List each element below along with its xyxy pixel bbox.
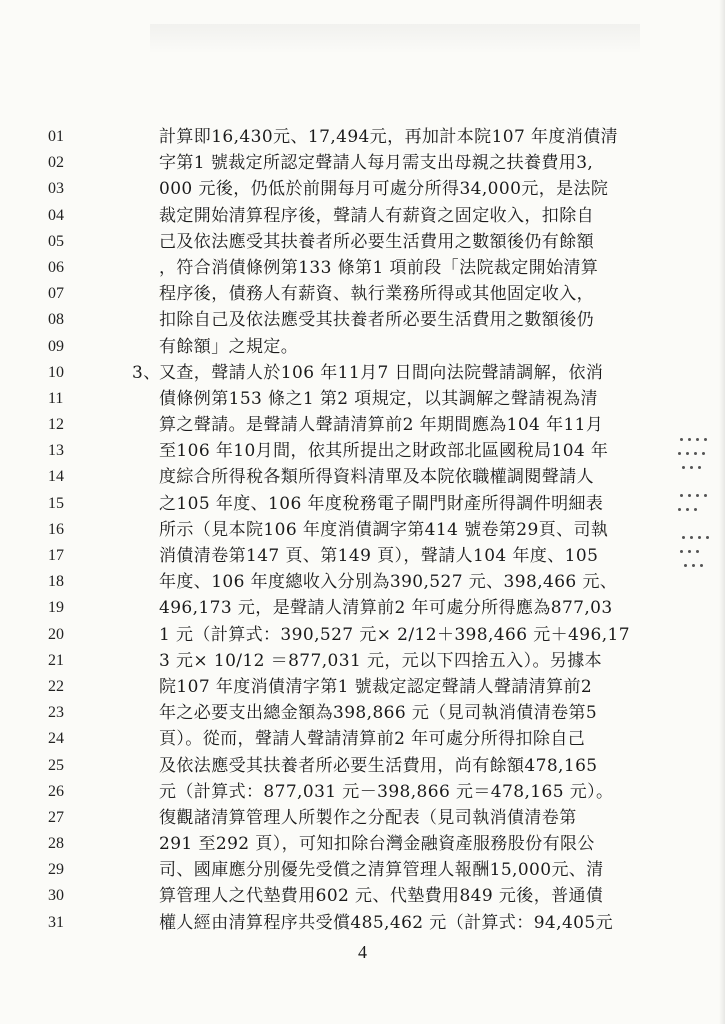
text-line-content: 所示（見本院106 年度消債調字第414 號卷第29頁、司執: [159, 519, 609, 540]
text-line: [132, 464, 672, 490]
text-line: [132, 517, 672, 543]
line-number: 26: [48, 782, 64, 800]
text-line-content: 元（計算式：877,031 元－398,866 元＝478,165 元）。: [159, 781, 614, 802]
line-number: 31: [48, 913, 64, 931]
punch-dot: [704, 438, 707, 441]
punch-dot: [686, 508, 689, 511]
line-number: 10: [48, 363, 64, 381]
line-number: 05: [48, 232, 64, 250]
punch-dot: [678, 452, 681, 455]
text-line-content: 有餘額」之規定。: [159, 336, 299, 357]
text-line-content: 司、國庫應分別優先受償之清算管理人報酬15,000元、清: [159, 860, 604, 881]
line-number: 27: [48, 808, 64, 826]
punch-dot: [690, 536, 693, 539]
punch-dot: [692, 564, 695, 567]
punch-dot: [688, 438, 691, 441]
text-line-content: 消債清卷第147 頁、第149 頁），聲請人104 年度、105: [159, 546, 599, 566]
text-line: [132, 412, 672, 438]
page-number: 4: [358, 942, 367, 962]
line-number: 24: [48, 730, 64, 748]
punch-dot: [700, 564, 703, 567]
line-number: 20: [48, 625, 64, 643]
punch-dot: [696, 438, 699, 441]
text-line: [132, 857, 672, 883]
punch-dot: [698, 536, 701, 539]
text-line-content: 程序後，債務人有薪資、執行業務所得或其他固定收入，: [159, 284, 594, 305]
text-line: [132, 124, 672, 150]
line-number: 11: [48, 389, 64, 407]
line-number-column: [48, 124, 88, 936]
text-line-content: 1 元（計算式：390,527 元× 2/12＋398,466 元＋496,17: [159, 624, 630, 645]
line-number: 12: [48, 416, 64, 434]
text-line: [132, 883, 672, 909]
text-line-content: 又查，聲請人於106 年11月7 日間向法院聲請調解，依消: [159, 362, 604, 383]
text-line: [132, 491, 672, 517]
punch-dot: [682, 536, 685, 539]
punch-dot: [684, 564, 687, 567]
page-edge-shadow: [719, 0, 725, 1024]
line-number: 21: [48, 651, 64, 669]
text-line: [132, 779, 672, 805]
text-line-content: 至106 年10月間，依其所提出之財政部北區國稅局104 年: [159, 441, 609, 462]
text-line: [132, 753, 672, 779]
line-number: 01: [48, 128, 64, 145]
line-number: 08: [48, 311, 64, 329]
line-number: 13: [48, 442, 64, 460]
punch-dot: [680, 438, 683, 441]
text-line: [132, 150, 672, 176]
line-number: 15: [48, 494, 64, 512]
text-line-content: 債條例第153 條之1 第2 項規定，以其調解之聲請視為清: [159, 388, 598, 409]
text-line-content: 291 至292 頁），可知扣除台灣金融資產服務股份有限公: [159, 834, 595, 855]
text-line: [132, 569, 672, 595]
punch-dot: [694, 452, 697, 455]
text-line-content: 扣除自己及依法應受其扶養者所必要生活費用之數額後仍: [159, 310, 594, 331]
text-line-content: 496,173 元，是聲請人清算前2 年可處分所得應為877,03: [159, 598, 613, 619]
text-line-content: 己及依法應受其扶養者所必要生活費用之數額後仍有餘額: [159, 231, 594, 252]
line-number: 29: [48, 861, 64, 879]
line-number: 16: [48, 520, 64, 538]
line-number: 25: [48, 756, 64, 774]
text-line: [132, 726, 672, 752]
binding-hole-marks: [676, 438, 716, 578]
scan-header-artifact: [150, 24, 640, 54]
text-line: [132, 176, 672, 202]
text-line: [132, 910, 672, 936]
punch-dot: [682, 466, 685, 469]
text-line: [132, 622, 672, 648]
text-line: [132, 360, 672, 386]
text-line: [132, 307, 672, 333]
line-number: 28: [48, 835, 64, 853]
punch-dot: [688, 494, 691, 497]
text-line: [132, 543, 672, 569]
text-line: [132, 334, 672, 360]
text-line-content: 復觀諸清算管理人所製作之分配表（見司執消債清卷第: [159, 807, 577, 828]
punch-dot: [680, 550, 683, 553]
text-line: [132, 255, 672, 281]
text-line-content: 年度、106 年度總收入分別為390,527 元、398,466 元、: [159, 572, 618, 593]
line-number: 09: [48, 337, 64, 355]
punch-dot: [678, 508, 681, 511]
list-item-marker: 3、: [132, 362, 161, 383]
punch-dot: [704, 494, 707, 497]
line-number: 07: [48, 285, 64, 303]
punch-dot: [706, 536, 709, 539]
line-number: 23: [48, 704, 64, 722]
line-number: 04: [48, 206, 64, 224]
text-line-content: 權人經由清算程序共受償485,462 元（計算式：94,405元: [159, 912, 613, 933]
text-line-content: ，符合消債條例第133 條第1 項前段「法院裁定開始清算: [159, 257, 599, 278]
line-number: 19: [48, 599, 64, 617]
text-line: [132, 648, 672, 674]
punch-dot: [690, 466, 693, 469]
punch-dot: [688, 550, 691, 553]
text-line: [132, 595, 672, 621]
line-number: 14: [48, 468, 64, 486]
text-line: [132, 831, 672, 857]
punch-dot: [694, 508, 697, 511]
line-number: 17: [48, 547, 64, 564]
text-line-content: 算管理人之代墊費用602 元、代墊費用849 元後，普通債: [159, 886, 604, 907]
punch-dot: [698, 466, 701, 469]
text-line-content: 年之必要支出總金額為398,866 元（見司執消債清卷第5: [159, 703, 598, 724]
punch-dot: [696, 550, 699, 553]
text-line: [132, 229, 672, 255]
text-line-content: 度綜合所得稅各類所得資料清單及本院依職權調閱聲請人: [159, 467, 594, 488]
text-line-content: 3 元× 10/12 ＝877,031 元，元以下四捨五入）。另據本: [159, 650, 603, 671]
text-line-content: 算之聲請。是聲請人聲請清算前2 年期間應為104 年11月: [159, 415, 604, 436]
line-number: 03: [48, 180, 64, 198]
text-line-content: 及依法應受其扶養者所必要生活費用，尚有餘額478,165: [159, 755, 598, 776]
text-line-content: 000 元後，仍低於前開每月可處分所得34,000元，是法院: [159, 179, 609, 200]
text-line: [132, 281, 672, 307]
text-line-content: 計算即16,430元、17,494元，再加計本院107 年度消債清: [159, 127, 619, 147]
document-body: [132, 124, 672, 936]
text-line-content: 之105 年度、106 年度稅務電子閘門財產所得調件明細表: [159, 493, 604, 514]
line-number: 02: [48, 154, 64, 172]
punch-dot: [696, 494, 699, 497]
text-line-content: 字第1 號裁定所認定聲請人每月需支出母親之扶養費用3,: [159, 153, 594, 174]
text-line: [132, 805, 672, 831]
line-number: 30: [48, 887, 64, 905]
line-number: 18: [48, 573, 64, 591]
text-line: [132, 700, 672, 726]
text-line-content: 院107 年度消債清字第1 號裁定認定聲請人聲請清算前2: [159, 676, 593, 697]
line-number: 22: [48, 677, 64, 695]
text-line: [132, 438, 672, 464]
line-number: 06: [48, 258, 64, 276]
text-line-content: 頁）。從而，聲請人聲請清算前2 年可處分所得扣除自己: [159, 729, 586, 750]
text-line: [132, 386, 672, 412]
text-line: [132, 674, 672, 700]
punch-dot: [680, 494, 683, 497]
text-line-content: 裁定開始清算程序後，聲請人有薪資之固定收入，扣除自: [159, 205, 594, 226]
punch-dot: [686, 452, 689, 455]
text-line: [132, 203, 672, 229]
punch-dot: [702, 452, 705, 455]
